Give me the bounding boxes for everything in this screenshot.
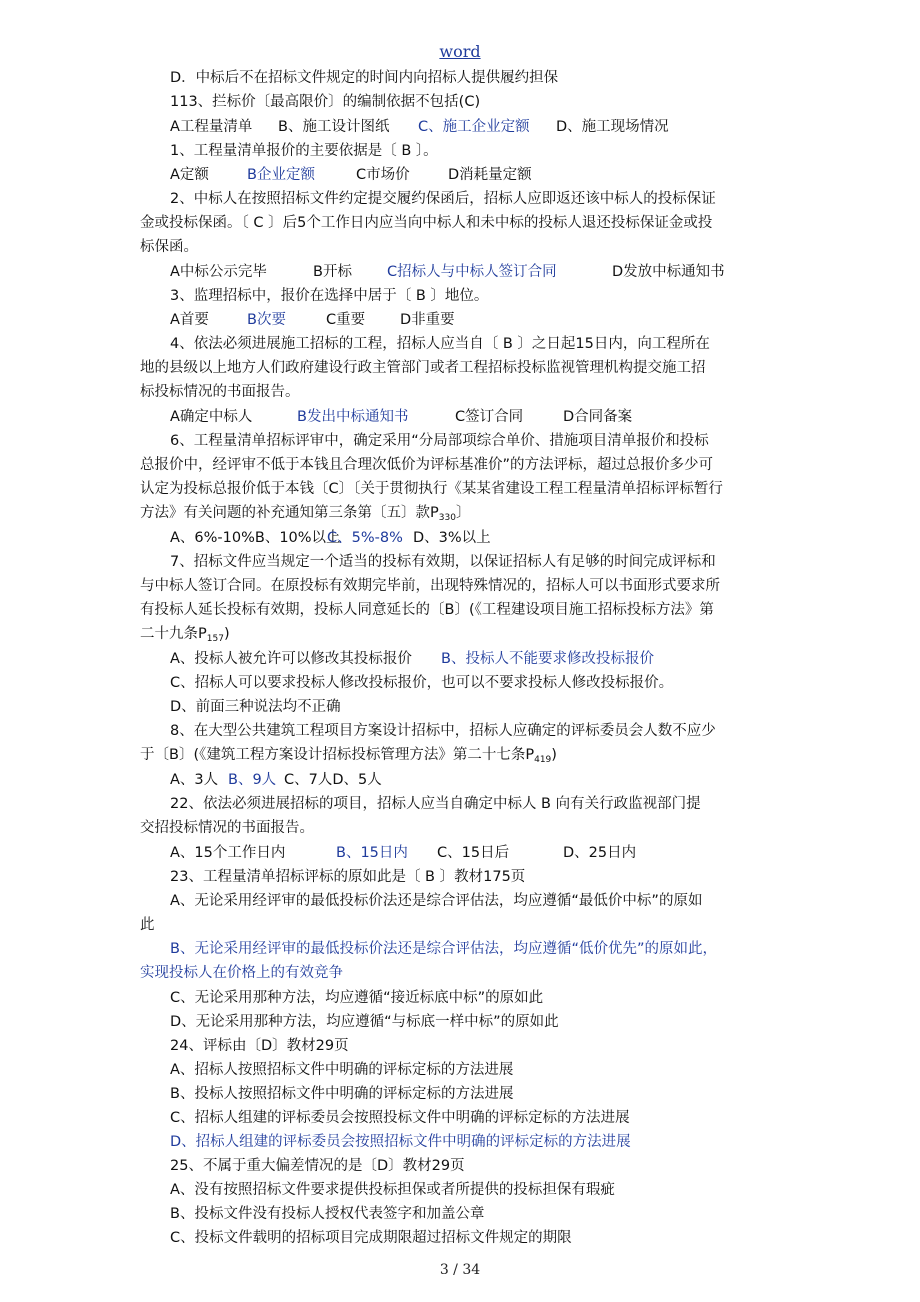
question-22-cont: 交招投标情况的书面报告。 — [140, 820, 314, 836]
option-a: A、无论采用经评审的最低投标价法还是综合评估法，均应遵循“最低价中标”的原如 — [170, 893, 703, 909]
option-b-answer: B企业定额 — [247, 167, 315, 183]
question-22: 22、依法必须进展招标的项目，招标人应当自确定中标人 B 向有关行政监视部门提 — [170, 796, 701, 812]
question-6-cont: 认定为投标总报价低于本钱〔C〕〔关于贯彻执行《某某省建设工程工程量清单招标评标暂行 — [140, 481, 723, 497]
option-a: A中标公示完毕 — [170, 264, 267, 280]
option-c: C签订合同 — [455, 409, 524, 425]
page-reference: 157 — [206, 634, 224, 644]
option-d: D、施工现场情况 — [556, 119, 669, 135]
option-c: C、招标人组建的评标委员会按照投标文件中明确的评标定标的方法进展 — [170, 1110, 630, 1126]
option-b-answer: B、15日内 — [336, 845, 408, 861]
question-4-cont: 标投标情况的书面报告。 — [140, 384, 300, 400]
question-4: 4、依法必须进展施工招标的工程，招标人应当自〔 B 〕之日起15日内，向工程所在 — [170, 336, 710, 352]
option-d: D、无论采用那种方法，均应遵循“与标底一样中标”的原如此 — [170, 1014, 559, 1030]
option-c-answer: C、施工企业定额 — [418, 119, 530, 135]
option-a: A、没有按照招标文件要求提供投标担保或者所提供的投标担保有瑕疵 — [170, 1182, 615, 1198]
option-c: C、招标人可以要求投标人修改投标报价，也可以不要求投标人修改投标报价。 — [170, 675, 674, 691]
question-6: 6、工程量清单招标评审中，确定采用“分局部项综合单价、措施项目清单报价和投标 — [170, 433, 709, 449]
option-b-answer: B、9人 — [228, 772, 277, 788]
question-25: 25、不属于重大偏差情况的是〔D〕教材29页 — [170, 1158, 465, 1174]
page-reference: 330 — [438, 513, 456, 523]
option-c: C、投标文件载明的招标项目完成期限超过招标文件规定的期限 — [170, 1230, 572, 1246]
option-c: C重要 — [326, 312, 366, 328]
option-a: A定额 — [170, 167, 209, 183]
option-a: A、3人 — [170, 772, 219, 788]
question-7: 7、招标文件应当规定一个适当的投标有效期，以保证招标人有足够的时间完成评标和 — [170, 554, 716, 570]
option-b-answer: B、无论采用经评审的最低投标价法还是综合评估法，均应遵循“低价优先”的原如此， — [170, 941, 717, 957]
option-a: A、招标人按照招标文件中明确的评标定标的方法进展 — [170, 1062, 514, 1078]
option-b: B、投标文件没有投标人授权代表签字和加盖公章 — [170, 1206, 485, 1222]
option-c: C市场价 — [356, 167, 410, 183]
page-number: 3 / 34 — [439, 1262, 481, 1278]
question-23: 23、工程量清单招标评标的原如此是〔 B 〕教材175页 — [170, 869, 526, 885]
question-6-cont: 方法》有关问题的补充通知第三条第〔五〕款$P_{330}$〕 — [140, 505, 471, 523]
page-reference: 419 — [534, 755, 552, 765]
question-2-cont: 标保函。 — [140, 239, 198, 255]
question-7-cont: 有投标人延长投标有效期，投标人同意延长的〔B〕(《工程建设项目施工招标投标方法》第 — [140, 602, 714, 618]
option-b-answer: B次要 — [247, 312, 286, 328]
option-d: D非重要 — [400, 312, 455, 328]
question-8-cont: 于〔B〕(《建筑工程方案设计招标投标管理方法》第二十七条$P_{419}$) — [140, 747, 557, 765]
option-b-answer: B、投标人不能要求修改投标报价 — [441, 651, 654, 667]
option-b: B、施工设计图纸 — [278, 119, 390, 135]
options-ab: A、6%-10%B、10%以上 — [170, 530, 341, 546]
option-c: C、无论采用那种方法，均应遵循“接近标底中标”的原如此 — [170, 990, 544, 1006]
question-8: 8、在大型公共建筑工程项目方案设计招标中，招标人应确定的评标委员会人数不应少 — [170, 723, 716, 739]
question-1: 1、工程量清单报价的主要依据是〔 B 〕。 — [170, 143, 438, 159]
option-b: B开标 — [313, 264, 352, 280]
option-d: D、3%以上 — [413, 530, 491, 546]
option-a-cont: 此 — [140, 917, 155, 933]
option-a: A、投标人被允许可以修改其投标报价 — [170, 651, 412, 667]
option-a: A工程量清单 — [170, 119, 253, 135]
question-4-cont: 地的县级以上地方人们政府建设行政主管部门或者工程招标投标监视管理机构提交施工招 — [140, 360, 706, 376]
question-6-cont: 总报价中，经评审不低于本钱且合理次低价为评标基准价”的方法评标，超过总报价多少可 — [140, 457, 714, 473]
option-b: B、投标人按照招标文件中明确的评标定标的方法进展 — [170, 1086, 514, 1102]
option-c-answer: C招标人与中标人签订合同 — [387, 264, 557, 280]
option-d: D消耗量定额 — [448, 167, 532, 183]
option-c: C、15日后 — [437, 845, 510, 861]
option-a: A确定中标人 — [170, 409, 253, 425]
option-d: D、25日内 — [563, 845, 637, 861]
option-d: D发放中标通知书 — [612, 264, 725, 280]
options-cd: C、7人D、5人 — [284, 772, 382, 788]
option-b-answer: B发出中标通知书 — [297, 409, 409, 425]
option-d: D、前面三种说法均不正确 — [170, 699, 341, 715]
question-113: 113、拦标价〔最高限价〕的编制依据不包括(C) — [170, 94, 481, 110]
question-7-cont: 与中标人签订合同。在原投标有效期完毕前，出现特殊情况的，招标人可以书面形式要求所 — [140, 578, 720, 594]
option-b-answer-cont: 实现投标人在价格上的有效竞争 — [140, 965, 343, 981]
option-a: A首要 — [170, 312, 209, 328]
page-header — [0, 42, 920, 61]
header-word: word — [439, 42, 481, 61]
text-line: D．中标后不在招标文件规定的时间内向招标人提供履约担保 — [170, 70, 559, 86]
option-c-answer: C、5%-8% — [327, 530, 403, 546]
question-2: 2、中标人在按照招标文件约定提交履约保函后，招标人应即返还该中标人的投标保证 — [170, 191, 716, 207]
question-2-cont: 金或投标保函。〔 C 〕后5个工作日内应当向中标人和未中标的投标人退还投标保证金或投 — [140, 215, 713, 231]
option-d-answer: D、招标人组建的评标委员会按照招标文件中明确的评标定标的方法进展 — [170, 1134, 631, 1150]
question-3: 3、监理招标中，报价在选择中居于〔 B 〕地位。 — [170, 288, 489, 304]
option-a: A、15个工作日内 — [170, 845, 286, 861]
question-7-cont: 二十九条$P_{157}$) — [140, 626, 230, 644]
option-d: D合同备案 — [563, 409, 633, 425]
question-24: 24、评标由〔D〕教材29页 — [170, 1038, 349, 1054]
